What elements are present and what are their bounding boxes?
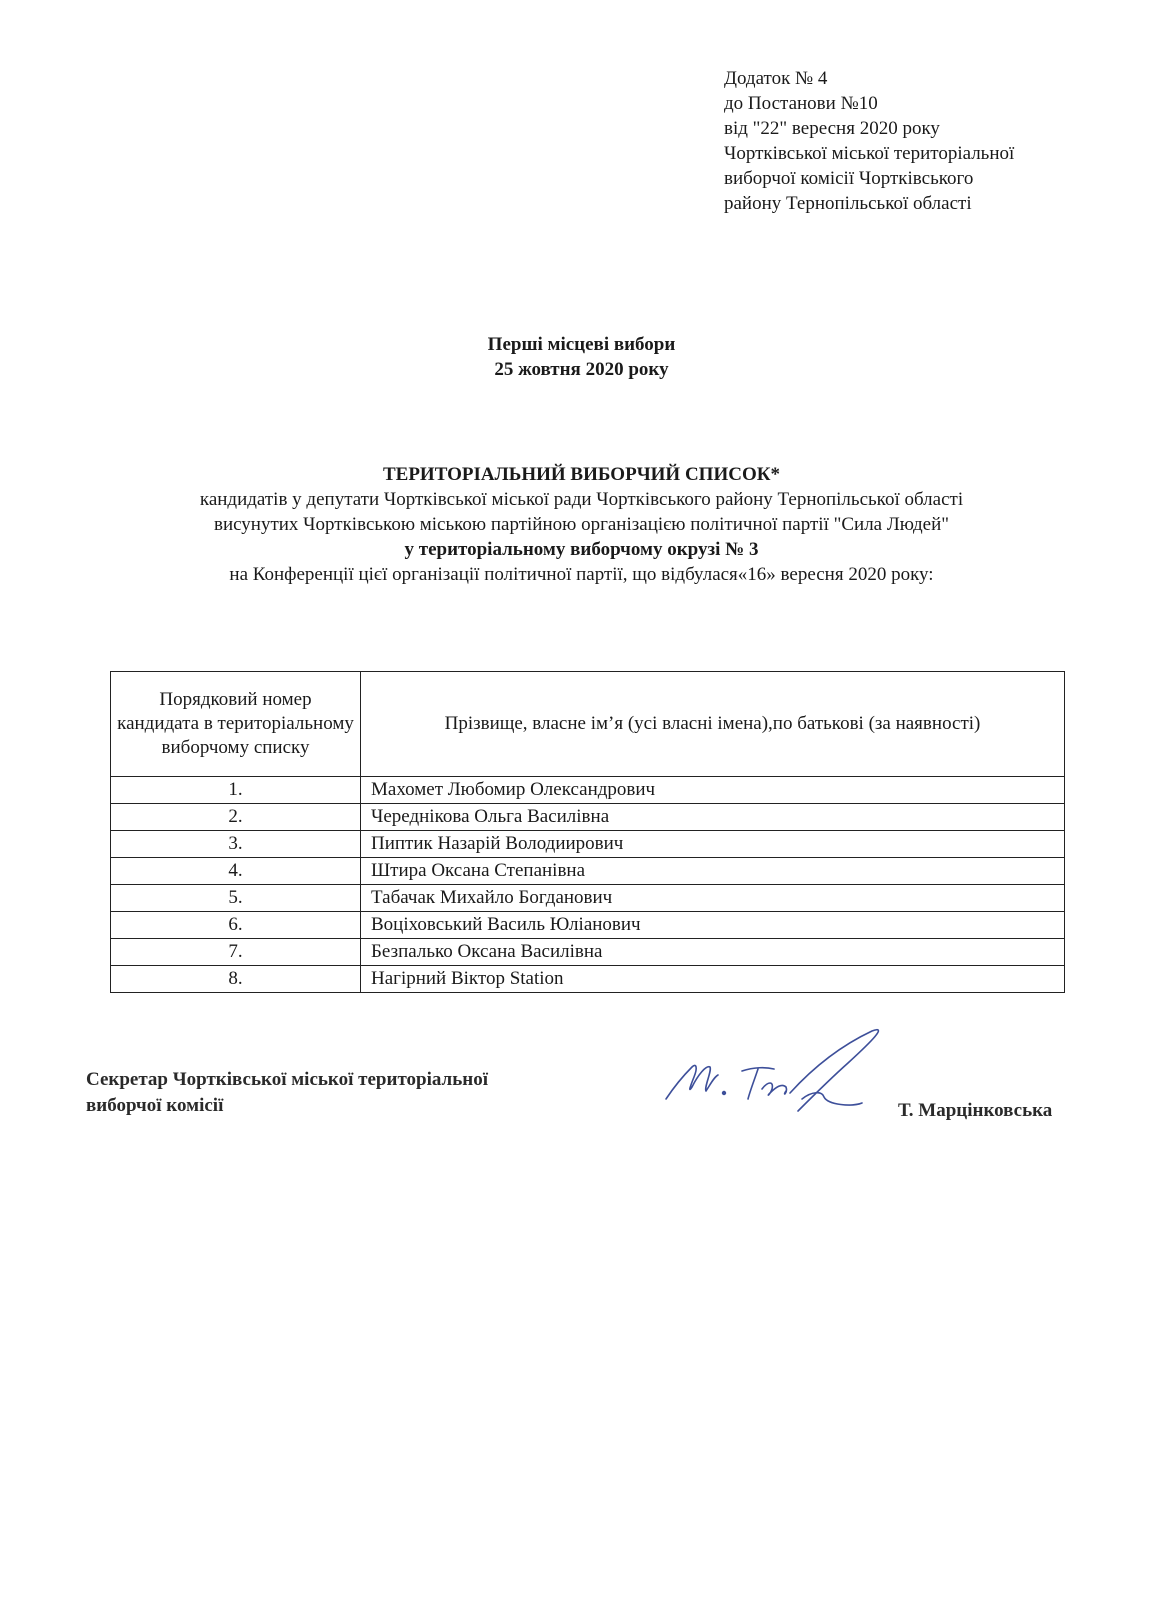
list-subtitle-line: кандидатів у депутати Чортківської міської ради Чортківського району Тернопільської області: [199, 489, 964, 510]
handwritten-signature: [662, 1027, 912, 1127]
table-row: [111, 777, 1065, 804]
row-number: 6.: [111, 912, 361, 939]
secretary-line: Секретар Чортківської міської територіальної: [86, 1069, 488, 1090]
elections-heading: [0, 332, 1163, 382]
table-row: [111, 831, 1065, 858]
table-row: [111, 912, 1065, 939]
annex-line: виборчої комісії Чортківського: [724, 168, 974, 189]
annex-line: Чортківської міської територіальної: [724, 143, 1015, 164]
row-name: Череднікова Ольга Василівна: [361, 804, 1065, 831]
annex-line: Додаток № 4: [724, 68, 828, 89]
annex-block: [724, 66, 1014, 216]
list-heading: [0, 462, 1163, 587]
column-header-number: Порядковий номер кандидата в територіальному виборчому списку: [111, 672, 361, 777]
list-title: ТЕРИТОРІАЛЬНИЙ ВИБОРЧИЙ СПИСОК*: [382, 464, 781, 485]
column-header-name: Прізвище, власне ім’я (усі власні імена),по батькові (за наявності): [361, 672, 1065, 777]
table-row: [111, 804, 1065, 831]
list-subtitle-line: на Конференції цієї організації політичної партії, що відбулася«16» вересня 2020 року:: [229, 564, 934, 585]
row-name: Табачак Михайло Богданович: [361, 885, 1065, 912]
secretary-block: [86, 1067, 488, 1119]
table-row: [111, 966, 1065, 993]
row-number: 7.: [111, 939, 361, 966]
row-name: Пиптик Назарій Володиирович: [361, 831, 1065, 858]
annex-line: від "22" вересня 2020 року: [724, 118, 940, 139]
row-number: 4.: [111, 858, 361, 885]
row-name: Штира Оксана Степанівна: [361, 858, 1065, 885]
table-row: [111, 858, 1065, 885]
elections-title: Перші місцеві вибори: [487, 334, 676, 355]
row-name: Махомет Любомир Олександрович: [361, 777, 1065, 804]
annex-line: до Постанови №10: [724, 93, 878, 114]
row-name: Воціховський Василь Юліанович: [361, 912, 1065, 939]
table-row: [111, 885, 1065, 912]
list-subtitle-line: висунутих Чортківською міською партійною організацією політичної партії "Сила Людей": [213, 514, 950, 535]
row-number: 8.: [111, 966, 361, 993]
table-row: [111, 939, 1065, 966]
table-header-row: [111, 672, 1065, 777]
annex-line: району Тернопільської області: [724, 193, 972, 214]
row-number: 5.: [111, 885, 361, 912]
secretary-line: виборчої комісії: [86, 1095, 224, 1116]
candidates-table: [110, 671, 1065, 993]
row-name: Нагірний Віктор Station: [361, 966, 1065, 993]
district-line: у територіальному виборчому окрузі № 3: [404, 539, 759, 560]
row-number: 1.: [111, 777, 361, 804]
row-number: 2.: [111, 804, 361, 831]
row-number: 3.: [111, 831, 361, 858]
signer-name: Т. Марцінковська: [898, 1100, 1053, 1121]
elections-date: 25 жовтня 2020 року: [494, 359, 669, 380]
row-name: Безпалько Оксана Василівна: [361, 939, 1065, 966]
